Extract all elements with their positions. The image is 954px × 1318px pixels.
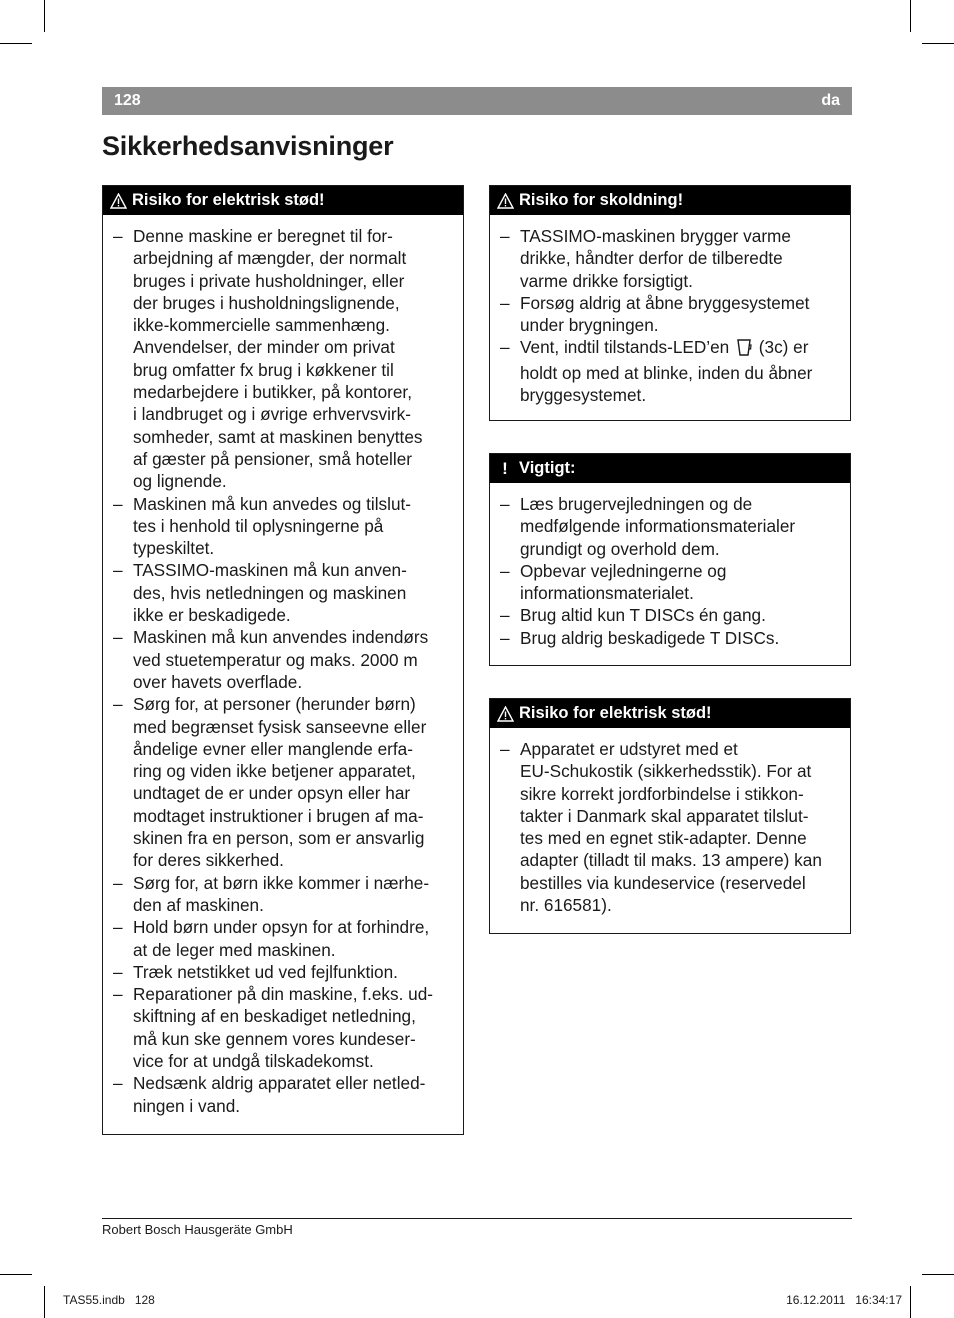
list-item [113,872,453,917]
page-header-bar [102,87,852,115]
crop-mark [922,43,954,44]
list-item [113,693,453,871]
list-item-line: holdt op med at blinke, inden du åbner [520,362,813,383]
list-item-line: tes med en egnet stik-adapter. Denne [520,828,807,849]
list-item-line: adapter (tilladt til maks. 13 ampere) kan [520,850,822,871]
box-heading-text: Risiko for elektrisk stød! [519,704,712,722]
crop-mark [44,0,45,32]
list-item-line: – TASSIMO-maskinen brygger varme [520,226,791,246]
list-item-line: arbejdning af mængder, der normalt [133,248,407,269]
list-item-line: – Maskinen må kun anvedes og tilslut- [133,493,412,514]
box-heading [490,699,850,728]
list-item-line: – Denne maskine er beregnet til for- [133,226,393,246]
list-item-line: bruges i private husholdninger, eller [133,270,405,291]
language-code: da [821,92,840,109]
list-item [113,626,453,693]
important-notice-box [489,453,851,666]
list-item-line: informationsmaterialet. [520,583,694,604]
cup-icon [736,338,752,361]
list-item-line: bestilles via kundeservice (reservedel [520,872,806,893]
list-item-line: vice for at undgå tilskadekomst. [133,1050,374,1071]
list-item-line: – Maskinen må kun anvendes indendørs [133,627,429,648]
list-item-line: des, hvis netledningen og maskinen [133,582,407,603]
list-item-line: – Læs brugervejledningen og de [520,494,753,514]
scald-warning-box [489,185,851,421]
list-item [113,916,453,961]
crop-mark [0,1274,32,1275]
list-item-line: med begrænset fysisk sanseevne eller [133,716,427,737]
list-item-line: åndelige evner eller manglende erfa- [133,738,413,759]
print-slug-date: 16.12.2011 16:34:17 [786,1293,902,1307]
list-item-line: tes i henhold til oplysningerne på [133,515,384,536]
list-item-line: sikre korrekt jordforbindelse i stikkon- [520,783,804,804]
box-heading-text: Risiko for skoldning! [519,191,684,209]
crop-mark [910,0,911,32]
list-item-line: – Reparationer på din maskine, f.eks. ud- [133,984,433,1005]
list-item [500,292,840,337]
page-number: 128 [114,92,141,109]
list-item-line: – Sørg for, at børn ikke kommer i nærhe- [133,872,430,893]
list-item [113,1072,453,1117]
list-item [500,225,840,292]
list-item-line: typeskiltet. [133,538,215,559]
list-item-line: ikke er beskadigede. [133,605,291,626]
list-item-line: drikke, håndter derfor de tilberedte [520,248,783,269]
list-item-line: grundigt og overhold dem. [520,538,720,559]
list-item-line: – TASSIMO-maskinen må kun anven- [133,560,407,581]
list-item-line: takter i Danmark skal apparatet tilslut- [520,805,809,826]
crop-mark [44,1286,45,1318]
notice-list [490,483,850,663]
list-item-line: brug omfatter fx brug i køkkener til [133,359,394,380]
list-item [500,336,840,406]
box-heading [490,454,850,483]
list-item-line: der bruges i husholdningslignende, [133,292,400,313]
list-item [500,627,840,649]
list-item-line: – Opbevar vejledningerne og [520,560,727,581]
warning-triangle-icon [496,192,514,210]
list-item-line: – Træk netstikket ud ved fejlfunktion. [133,961,398,982]
list-item-line: nr. 616581). [520,895,612,916]
list-item-line: skinen fra en person, som er ansvarlig [133,828,425,849]
list-item [113,493,453,560]
electric-shock-warning-box [102,185,464,1135]
warning-triangle-icon [496,705,514,723]
crop-mark [922,1274,954,1275]
crop-mark [0,43,32,44]
list-item-line: for deres sikkerhed. [133,850,284,871]
list-item-line: og lignende. [133,471,227,492]
exclamation-icon: ! [502,458,508,478]
list-item-line: af gæster på pensioner, små hoteller [133,448,412,469]
list-item [500,560,840,605]
plug-warning-box [489,698,851,934]
list-item-line: under brygningen. [520,315,659,336]
list-item-line: den af maskinen. [133,894,264,915]
list-item [500,493,840,560]
list-item-line: at de leger med maskinen. [133,939,336,960]
list-item-line: i landbruget og i øvrige erhvervsvirk- [133,404,411,425]
box-heading [490,186,850,215]
list-item [113,983,453,1072]
list-item-line: ningen i vand. [133,1095,241,1116]
list-item-line: – Vent, indtil tilstands-LED’en (3c) er [520,336,840,361]
box-heading-text: Risiko for elektrisk stød! [132,191,325,209]
list-item [113,961,453,983]
list-item-line: – Forsøg aldrig at åbne bryggesystemet [520,292,810,313]
footer-divider [102,1218,852,1219]
list-item-line: Anvendelser, der minder om privat [133,337,395,358]
list-item [500,738,840,916]
list-item-line: over havets overflade. [133,671,303,692]
list-item [500,604,840,626]
list-item-line: EU-Schukostik (sikkerhedsstik). For at [520,761,812,782]
list-item-line: modtaget instruktioner i brugen af ma- [133,805,424,826]
list-item-line: medarbejdere i butikker, på kontorer, [133,382,412,403]
box-heading-text: Vigtigt: [519,459,576,477]
box-heading [103,186,463,215]
warning-list [490,728,850,930]
list-item-line: – Brug altid kun T DISCs én gang. [520,605,766,626]
list-item-line: – Sørg for, at personer (herunder børn) [133,694,416,715]
print-slug-file: TAS55.indb 128 [63,1293,155,1307]
warning-triangle-icon [109,192,127,210]
list-item-line: – Nedsænk aldrig apparatet eller netled- [133,1073,426,1094]
warning-list [490,215,850,420]
list-item-line: somheder, samt at maskinen benyttes [133,426,423,447]
list-item [113,225,453,493]
list-item-line: medfølgende informationsmaterialer [520,516,796,537]
list-item-line: ved stuetemperatur og maks. 2000 m [133,649,418,670]
list-item-line: – Apparatet er udstyret med et [520,739,738,759]
list-item-line: – Brug aldrig beskadigede T DISCs. [520,627,780,648]
page-title: Sikkerhedsanvisninger [102,131,394,161]
list-item-line: varme drikke forsigtigt. [520,270,693,291]
crop-mark [910,1286,911,1318]
list-item [113,559,453,626]
list-item-line: bryggesystemet. [520,385,647,406]
list-item-line: må kun ske gennem vores kundeser- [133,1028,416,1049]
list-item-line: – Hold børn under opsyn for at forhindre, [133,917,430,938]
footer-company: Robert Bosch Hausgeräte GmbH [102,1222,293,1237]
list-item-line: ring og viden ikke betjener apparatet, [133,761,416,782]
list-item-line: undtaget de er under opsyn eller har [133,783,411,804]
warning-list [103,215,463,1131]
list-item-line: skiftning af en beskadiget netledning, [133,1006,416,1027]
list-item-line: ikke-kommercielle sammenhæng. [133,315,390,336]
